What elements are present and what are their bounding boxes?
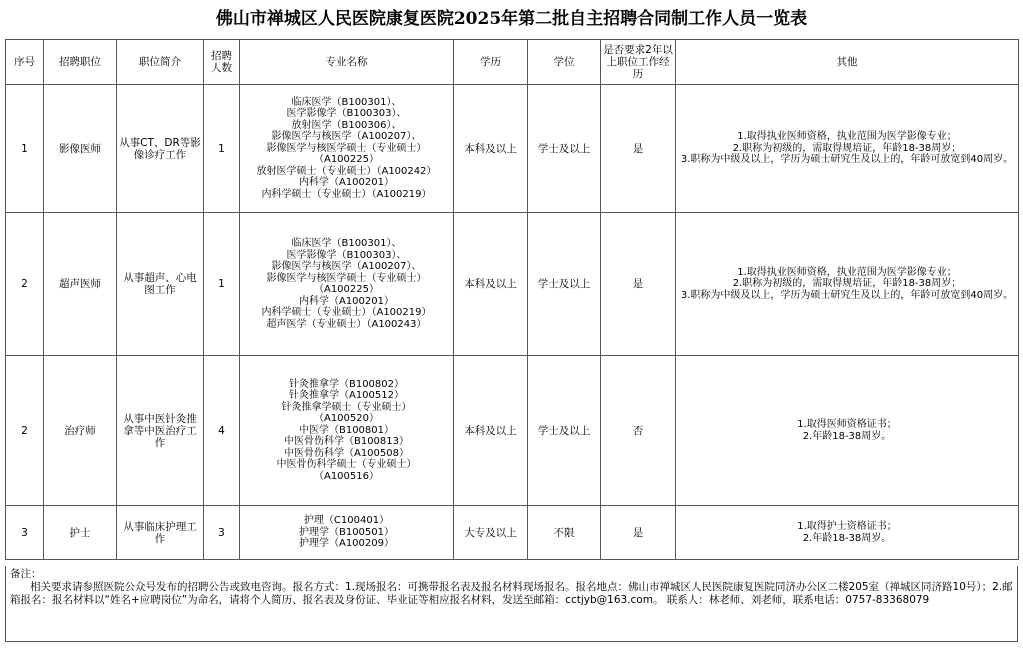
major-line: 医学影像学（B100303）、 [286, 249, 407, 261]
row-degree: 学士及以上 [528, 213, 601, 356]
row-intro: 从事超声、心电图工作 [117, 213, 204, 356]
page-title: 佛山市禅城区人民医院康复医院2025年第二批自主招聘合同制工作人员一览表 [215, 9, 808, 29]
other-line: 2.年龄18-38周岁。 [802, 532, 892, 544]
table-row [6, 506, 1019, 560]
major-line: 中医骨伤科学（A100508） [283, 447, 409, 459]
major-line: 护理学（A100209） [298, 538, 394, 550]
row-majors [240, 356, 454, 506]
row-degree: 学士及以上 [528, 356, 601, 506]
major-line: 内科学（A100201） [298, 295, 394, 307]
row-experience: 是 [601, 213, 676, 356]
major-line: 影像医学与核医学（A100207）、 [271, 261, 422, 272]
header-degree: 学位 [528, 40, 601, 85]
other-line: 1.取得执业医师资格，执业范围为医学影像专业； [737, 266, 957, 278]
row-intro: 从事临床护理工作 [117, 506, 204, 560]
major-line: 中医骨伤科学硕士（专业硕士） [276, 459, 417, 471]
recruitment-table [5, 39, 1019, 560]
remarks-label: 备注： [10, 568, 42, 580]
row-majors [240, 506, 454, 560]
major-line: 中医骨伤科学（B100813） [283, 436, 410, 448]
remarks [5, 566, 1018, 642]
row-no: 1 [6, 85, 44, 213]
header-education: 学历 [454, 40, 528, 85]
row-other [676, 213, 1019, 356]
major-line: 内科学（A100201） [298, 177, 394, 189]
major-line: 护理（C100401） [303, 515, 390, 527]
header-position: 招聘职位 [44, 40, 117, 85]
major-line: 针灸推拿学（A100512） [288, 390, 404, 402]
other-line: 3.职称为中级及以上，学历为硕士研究生及以上的，年龄可放宽到40周岁。 [680, 154, 1014, 166]
row-education: 本科及以上 [454, 356, 528, 506]
major-line: 临床医学（B100301）、 [291, 238, 402, 249]
row-education: 大专及以上 [454, 506, 528, 560]
row-degree: 不限 [528, 506, 601, 560]
row-count: 4 [204, 356, 240, 506]
other-line: 2.职称为初级的，需取得规培证，年龄18-38周岁； [732, 142, 962, 154]
row-count: 3 [204, 506, 240, 560]
row-experience: 是 [601, 85, 676, 213]
header-count: 招聘人数 [204, 40, 240, 85]
row-no: 2 [6, 213, 44, 356]
major-line: 超声医学（专业硕士）（A100243） [266, 318, 427, 330]
major-line: （A100520） [313, 413, 379, 425]
row-other [676, 356, 1019, 506]
major-line: 放射医学硕士（专业硕士）（A100242） [256, 165, 437, 177]
row-count: 1 [204, 213, 240, 356]
row-other [676, 506, 1019, 560]
row-position: 影像医师 [44, 85, 117, 213]
table-row [6, 356, 1019, 506]
other-line: 2.职称为初级的，需取得规培证，年龄18-38周岁； [732, 278, 962, 290]
table-row [6, 85, 1019, 213]
header-experience: 是否要求2年以上职位工作经历 [601, 40, 676, 85]
major-line: 放射医学（B100306）、 [291, 119, 402, 131]
other-line: 2.年龄18-38周岁。 [802, 430, 892, 442]
major-line: （A100516） [313, 470, 379, 482]
row-education: 本科及以上 [454, 213, 528, 356]
row-no: 3 [6, 506, 44, 560]
major-line: 影像医学与核医学硕士（专业硕士） [266, 272, 427, 284]
major-line: 内科学硕士（专业硕士）（A100219） [261, 188, 432, 200]
row-position: 护士 [44, 506, 117, 560]
row-experience: 是 [601, 506, 676, 560]
header-other: 其他 [676, 40, 1019, 85]
row-education: 本科及以上 [454, 85, 528, 213]
row-count: 1 [204, 85, 240, 213]
header-major: 专业名称 [240, 40, 454, 85]
other-line: 1.取得医师资格证书； [797, 419, 897, 430]
row-degree: 学士及以上 [528, 85, 601, 213]
row-intro: 从事中医针灸推拿等中医治疗工作 [117, 356, 204, 506]
major-line: 内科学硕士（专业硕士）（A100219） [261, 307, 432, 318]
major-line: 医学影像学（B100303）、 [286, 108, 407, 120]
major-line: 护理学（B100501） [298, 526, 395, 538]
major-line: 中医学（B100801） [298, 424, 395, 436]
row-position: 治疗师 [44, 356, 117, 506]
row-no: 2 [6, 356, 44, 506]
major-line: （A100225） [313, 284, 379, 295]
remarks-text: 相关要求请参照医院公众号发布的招聘公告或致电咨询。报名方式：1.现场报名：可携带报名表及报名材料现场报名。报名地点：佛山市禅城区人民医院康复医院同济办公区二楼205室（禅城区同济路10号）；2.邮箱报名：报名材料以“姓名+应聘岗位”为命名，请将个人简历、报名表及身份证、毕业证等相应报名材料，发送至邮箱：cctjyb@163.com。 联系人：林老师、刘老师，联系电话：0757-83368079 [10, 581, 1013, 606]
table-row [6, 213, 1019, 356]
row-other [676, 85, 1019, 213]
other-line: 3.职称为中级及以上，学历为硕士研究生及以上的，年龄可放宽到40周岁。 [680, 289, 1014, 301]
major-line: 影像医学与核医学硕士（专业硕士） [266, 142, 427, 154]
header-no: 序号 [6, 40, 44, 85]
major-line: 针灸推拿学硕士（专业硕士） [281, 401, 412, 413]
row-experience: 否 [601, 356, 676, 506]
major-line: 针灸推拿学（B100802） [288, 378, 405, 390]
major-line: 影像医学与核医学（A100207）、 [271, 131, 422, 143]
row-intro: 从事CT、DR等影像诊疗工作 [117, 85, 204, 213]
header-intro: 职位简介 [117, 40, 204, 85]
other-line: 1.取得执业医师资格，执业范围为医学影像专业； [737, 131, 957, 143]
table-header-row [6, 40, 1019, 85]
row-majors [240, 213, 454, 356]
other-line: 1.取得护士资格证书； [797, 521, 897, 532]
major-line: （A100225） [313, 154, 379, 166]
row-position: 超声医师 [44, 213, 117, 356]
row-majors [240, 85, 454, 213]
major-line: 临床医学（B100301）、 [291, 96, 402, 108]
